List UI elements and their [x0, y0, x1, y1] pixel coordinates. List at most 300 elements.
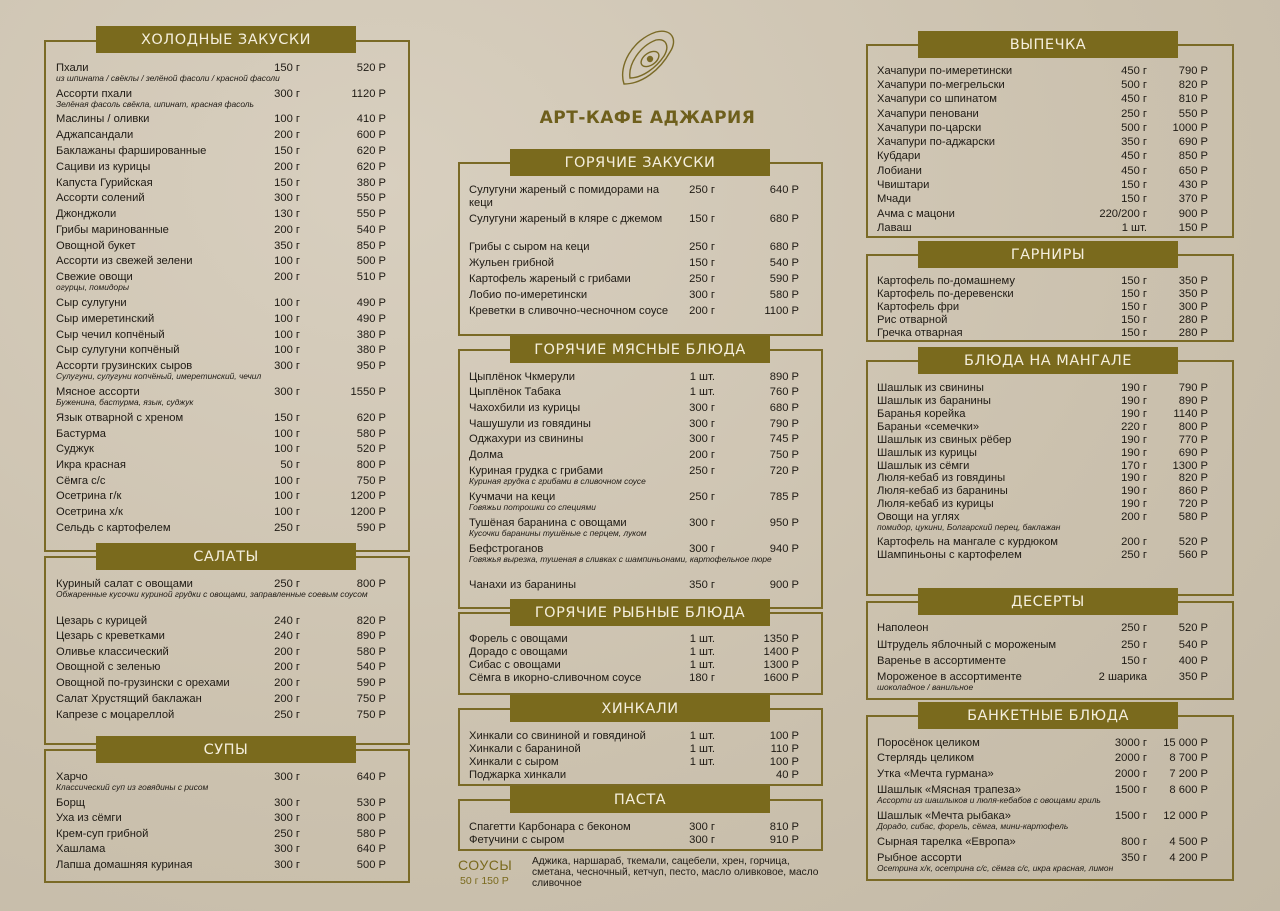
menu-item-name: Тушёная баранина с овощами [469, 517, 627, 529]
menu-item-weight: 2 шарика [1098, 671, 1147, 683]
menu-item-price: 790 Р [1178, 382, 1208, 394]
menu-item-name: Шашлык из свинины [877, 382, 984, 394]
menu-item-name: Картофель на мангале с курдюком [877, 536, 1058, 548]
menu-item-price: 1100 Р [764, 305, 799, 317]
menu-item-weight: 300 г [274, 843, 300, 855]
menu-item-name: Капуста Гурийская [56, 177, 153, 189]
menu-item-weight: 250 г [689, 465, 715, 477]
menu-item-name: Наполеон [877, 622, 929, 634]
menu-item-weight: 190 г [1121, 408, 1147, 420]
menu-item-name: Поджарка хинкали [469, 769, 567, 781]
menu-item-price: 40 Р [775, 769, 799, 781]
menu-item-weight: 100 г [274, 313, 300, 325]
menu-item-price: 300 Р [1178, 301, 1208, 313]
menu-item-price: 380 Р [356, 177, 386, 189]
menu-item-weight: 250 г [274, 709, 300, 721]
menu-item-weight: 300 г [274, 360, 300, 372]
menu-item-name: Уха из сёмги [56, 812, 122, 824]
menu-item-weight: 1500 г [1114, 810, 1147, 822]
menu-item-price: 680 Р [769, 402, 799, 414]
menu-item-price: 560 Р [1178, 549, 1208, 561]
menu-item-price: 790 Р [1178, 65, 1208, 77]
menu-item-description: Дорадо, сибас, форель, сёмга, мини-картофель [877, 821, 1069, 831]
menu-item-weight: 250 г [689, 184, 715, 196]
menu-item-weight: 1 шт. [689, 633, 715, 645]
menu-item-name: Рис отварной [877, 314, 948, 326]
menu-item-weight: 150 г [274, 62, 300, 74]
sauces-list: Аджика, наршараб, ткемали, сацебели, хрен, горчица, сметана, чесночный, кетчуп, песто, масло оливковое, масло сливочное [532, 856, 819, 889]
menu-item-weight: 100 г [274, 475, 300, 487]
menu-item-name: Цыплёнок Чкмерули [469, 371, 576, 383]
menu-item-price: 1300 Р [1172, 460, 1208, 472]
menu-item-weight: 200 г [274, 693, 300, 705]
menu-item-price: 900 Р [1178, 208, 1208, 220]
menu-item-name: Шашлык «Мечта рыбака» [877, 810, 1011, 822]
section-meat-title: ГОРЯЧИЕ МЯСНЫЕ БЛЮДА [510, 336, 770, 363]
section-fish-title: ГОРЯЧИЕ РЫБНЫЕ БЛЮДА [510, 599, 770, 626]
menu-item-price: 100 Р [769, 756, 799, 768]
menu-item-weight: 220/200 г [1099, 208, 1147, 220]
menu-item-price: 750 Р [356, 693, 386, 705]
menu-item-name: Жульен грибной [469, 257, 555, 269]
menu-item-name: Долма [469, 449, 504, 461]
menu-item-weight: 1 шт. [689, 730, 715, 742]
menu-item-weight: 150 г [1121, 193, 1147, 205]
menu-item-price: 1120 Р [351, 88, 386, 100]
menu-item-name: Хинкали с сыром [469, 756, 559, 768]
menu-item-name: Осетрина г/к [56, 490, 122, 502]
menu-item-price: 790 Р [769, 418, 799, 430]
menu-item-price: 745 Р [769, 433, 799, 445]
menu-item-price: 15 000 Р [1163, 737, 1208, 749]
menu-item-price: 600 Р [356, 129, 386, 141]
menu-item-weight: 250 г [1121, 108, 1147, 120]
menu-item-name: Ассорти солений [56, 192, 145, 204]
menu-item-name: Оджахури из свинины [469, 433, 584, 445]
menu-item-price: 640 Р [356, 771, 386, 783]
menu-item-weight: 2000 г [1114, 752, 1147, 764]
menu-item-weight: 250 г [274, 522, 300, 534]
menu-item-weight: 300 г [689, 543, 715, 555]
menu-item-price: 520 Р [356, 62, 386, 74]
menu-item-weight: 200 г [689, 449, 715, 461]
menu-item-weight: 250 г [689, 491, 715, 503]
menu-item-name: Борщ [56, 797, 85, 809]
menu-item-name: Лапша домашняя куриная [56, 859, 193, 871]
menu-item-name: Сыр сулугуни копчёный [56, 344, 180, 356]
menu-item-name: Чахохбили из курицы [469, 402, 581, 414]
menu-item-weight: 250 г [1121, 549, 1147, 561]
menu-item-weight: 190 г [1121, 395, 1147, 407]
menu-item-name: Овощной с зеленью [56, 661, 161, 673]
menu-item-price: 750 Р [356, 709, 386, 721]
menu-item-name: Язык отварной с хреном [56, 412, 184, 424]
menu-item-name: Цыплёнок Табака [469, 386, 561, 398]
menu-item-name: Хачапури по-имеретински [877, 65, 1013, 77]
menu-item-weight: 100 г [274, 113, 300, 125]
menu-item-weight: 150 г [1121, 301, 1147, 313]
menu-item-price: 1400 Р [763, 646, 799, 658]
menu-item-price: 150 Р [1178, 222, 1208, 234]
menu-item-price: 770 Р [1178, 434, 1208, 446]
menu-item-price: 490 Р [356, 313, 386, 325]
menu-item-name: Сёмга с/с [56, 475, 106, 487]
menu-item-weight: 200 г [1121, 511, 1147, 523]
menu-item-price: 1600 Р [763, 672, 799, 684]
menu-item-weight: 220 г [1121, 421, 1147, 433]
menu-item-price: 820 Р [1178, 79, 1208, 91]
menu-item-price: 280 Р [1178, 314, 1208, 326]
menu-item-name: Сациви из курицы [56, 161, 151, 173]
menu-item-name: Утка «Мечта гурмана» [877, 768, 994, 780]
menu-item-price: 590 Р [769, 273, 799, 285]
menu-item-weight: 450 г [1121, 165, 1147, 177]
menu-item-weight: 1 шт. [689, 646, 715, 658]
menu-item-price: 590 Р [356, 522, 386, 534]
menu-item-price: 430 Р [1178, 179, 1208, 191]
section-soups-title: СУПЫ [96, 736, 356, 763]
menu-item-description: Говяжьи потрошки со специями [469, 502, 596, 512]
menu-item-description: Сулугуни, сулугуни копчёный, имеретинский, чечил [56, 371, 262, 381]
menu-item-name: Хашлама [56, 843, 106, 855]
section-garnish-title: ГАРНИРЫ [918, 241, 1178, 268]
menu-item-weight: 200 г [274, 646, 300, 658]
section-khinkali-title: ХИНКАЛИ [510, 695, 770, 722]
menu-item-description: Осетрина х/к, осетрина с/с, сёмга с/с, икра красная, лимон [877, 863, 1114, 873]
menu-item-weight: 200 г [274, 129, 300, 141]
menu-item-price: 380 Р [356, 329, 386, 341]
menu-item-weight: 180 г [689, 672, 715, 684]
menu-item-price: 820 Р [356, 615, 386, 627]
menu-item-name: Люля-кебаб из говядины [877, 472, 1006, 484]
menu-item-name: Шашлык из сёмги [877, 460, 970, 472]
menu-item-price: 550 Р [1178, 108, 1208, 120]
menu-item-name: Картофель по-деревенски [877, 288, 1014, 300]
menu-item-weight: 100 г [274, 344, 300, 356]
menu-item-weight: 1 шт. [689, 743, 715, 755]
menu-item-price: 590 Р [356, 677, 386, 689]
menu-item-price: 800 Р [1178, 421, 1208, 433]
menu-item-description: Буженина, бастурма, язык, суджук [56, 397, 194, 407]
menu-item-price: 540 Р [356, 224, 386, 236]
menu-item-name: Сыр сулугуни [56, 297, 127, 309]
menu-item-name: Фетучини с сыром [469, 834, 565, 846]
cafe-title: АРТ-КАФЕ АДЖАРИЯ [539, 108, 756, 128]
menu-item-description: огурцы, помидоры [56, 282, 130, 292]
menu-item-name: Сыр имеретинский [56, 313, 155, 325]
menu-item-name: Хинкали с бараниной [469, 743, 581, 755]
menu-item-weight: 240 г [274, 630, 300, 642]
menu-item-weight: 100 г [274, 297, 300, 309]
menu-item-price: 1350 Р [763, 633, 799, 645]
menu-item-price: 810 Р [1178, 93, 1208, 105]
menu-item-weight: 250 г [689, 273, 715, 285]
menu-item-name: Чанахи из баранины [469, 579, 576, 591]
menu-item-weight: 150 г [1121, 655, 1147, 667]
menu-item-weight: 1 шт. [689, 659, 715, 671]
menu-item-name: Грибы с сыром на кеци [469, 241, 590, 253]
menu-item-name: Картофель по-домашнему [877, 275, 1015, 287]
menu-item-name: Кучмачи на кеци [469, 491, 556, 503]
menu-item-weight: 100 г [274, 255, 300, 267]
menu-item-weight: 100 г [274, 506, 300, 518]
menu-item-weight: 300 г [689, 402, 715, 414]
menu-item-name: Пхали [56, 62, 89, 74]
menu-item-price: 760 Р [769, 386, 799, 398]
menu-item-name: Ачма с мацони [877, 208, 955, 220]
menu-item-name: Мчади [877, 193, 912, 205]
menu-item-price: 8 700 Р [1169, 752, 1208, 764]
menu-item-weight: 150 г [1121, 314, 1147, 326]
menu-item-price: 620 Р [356, 412, 386, 424]
menu-item-weight: 350 г [1121, 136, 1147, 148]
menu-item-name: Форель с овощами [469, 633, 568, 645]
menu-item-name: Сулугуни жареный с помидорами на кеци [469, 184, 660, 209]
menu-item-weight: 250 г [1121, 639, 1147, 651]
section-pasta-title: ПАСТА [510, 786, 770, 813]
menu-item-name: Шашлык «Мясная трапеза» [877, 784, 1021, 796]
menu-item-weight: 150 г [1121, 275, 1147, 287]
menu-item-name: Варенье в ассортименте [877, 655, 1006, 667]
menu-item-description: Классический суп из говядины с рисом [56, 782, 209, 792]
menu-item-weight: 300 г [274, 88, 300, 100]
menu-item-price: 540 Р [356, 661, 386, 673]
menu-item-name: Хачапури по-мегрельски [877, 79, 1005, 91]
menu-item-price: 580 Р [356, 428, 386, 440]
menu-item-weight: 150 г [1121, 327, 1147, 339]
menu-item-weight: 250 г [274, 578, 300, 590]
menu-item-weight: 1500 г [1114, 784, 1147, 796]
menu-item-price: 350 Р [1178, 275, 1208, 287]
menu-item-price: 810 Р [769, 821, 799, 833]
menu-item-price: 580 Р [356, 646, 386, 658]
menu-item-name: Маслины / оливки [56, 113, 150, 125]
cafe-logo-icon [612, 26, 682, 98]
menu-item-name: Свежие овощи [56, 271, 133, 283]
menu-item-name: Лобиани [877, 165, 922, 177]
menu-item-description: помидор, цукини, Болгарский перец, баклажан [877, 522, 1061, 532]
menu-item-weight: 200 г [274, 161, 300, 173]
section-grill-title: БЛЮДА НА МАНГАЛЕ [918, 347, 1178, 374]
menu-item-weight: 2000 г [1114, 768, 1147, 780]
menu-item-name: Крем-суп грибной [56, 828, 149, 840]
menu-item-price: 550 Р [356, 208, 386, 220]
menu-item-price: 1200 Р [350, 490, 386, 502]
menu-item-name: Хачапури пеновани [877, 108, 979, 120]
menu-item-description: шоколадное / ванильное [877, 682, 974, 692]
menu-item-price: 550 Р [356, 192, 386, 204]
menu-item-price: 950 Р [356, 360, 386, 372]
menu-item-name: Чвиштари [877, 179, 930, 191]
menu-item-name: Лобио по-имеретински [469, 289, 588, 301]
menu-item-name: Хачапури по-царски [877, 122, 982, 134]
menu-item-name: Суджук [56, 443, 94, 455]
menu-item-price: 620 Р [356, 161, 386, 173]
menu-item-name: Стерлядь целиком [877, 752, 975, 764]
menu-item-price: 1200 Р [350, 506, 386, 518]
menu-item-name: Овощной букет [56, 240, 136, 252]
menu-item-price: 100 Р [769, 730, 799, 742]
menu-item-name: Люля-кебаб из курицы [877, 498, 994, 510]
menu-item-weight: 300 г [689, 433, 715, 445]
menu-item-price: 12 000 Р [1163, 810, 1208, 822]
menu-item-name: Капрезе с моцареллой [56, 709, 175, 721]
menu-item-weight: 1 шт. [689, 386, 715, 398]
menu-item-name: Шашлык из свиных рёбер [877, 434, 1012, 446]
menu-item-weight: 250 г [274, 828, 300, 840]
menu-item-price: 530 Р [356, 797, 386, 809]
menu-item-weight: 350 г [274, 240, 300, 252]
menu-item-weight: 150 г [274, 145, 300, 157]
menu-item-weight: 300 г [689, 517, 715, 529]
menu-item-name: Лаваш [877, 222, 912, 234]
menu-item-price: 8 600 Р [1169, 784, 1208, 796]
menu-item-name: Чашушули из говядины [469, 418, 591, 430]
menu-item-name: Сибас с овощами [469, 659, 561, 671]
menu-item-price: 860 Р [1178, 485, 1208, 497]
menu-item-weight: 150 г [274, 412, 300, 424]
section-banquet-title: БАНКЕТНЫЕ БЛЮДА [918, 702, 1178, 729]
menu-item-name: Поросёнок целиком [877, 737, 980, 749]
menu-item-name: Джонджоли [56, 208, 117, 220]
menu-item-name: Картофель фри [877, 301, 960, 313]
section-cold-title: ХОЛОДНЫЕ ЗАКУСКИ [96, 26, 356, 53]
menu-item-name: Сёмга в икорно-сливочном соусе [469, 672, 642, 684]
menu-item-price: 680 Р [769, 213, 799, 225]
menu-item-name: Бастурма [56, 428, 107, 440]
menu-item-price: 7 200 Р [1169, 768, 1208, 780]
menu-item-price: 380 Р [356, 344, 386, 356]
menu-item-price: 520 Р [1178, 622, 1208, 634]
menu-item-weight: 250 г [1121, 622, 1147, 634]
menu-item-price: 950 Р [769, 517, 799, 529]
menu-item-price: 1140 Р [1173, 408, 1208, 420]
menu-item-name: Ассорти грузинских сыров [56, 360, 193, 372]
menu-item-weight: 170 г [1121, 460, 1147, 472]
menu-item-name: Ассорти из свежей зелени [56, 255, 193, 267]
menu-item-price: 785 Р [769, 491, 799, 503]
menu-item-name: Шашлык из курицы [877, 447, 977, 459]
menu-item-price: 850 Р [1178, 150, 1208, 162]
menu-item-weight: 200 г [274, 271, 300, 283]
menu-item-name: Кубдари [877, 150, 921, 162]
menu-item-description: Куриная грудка с грибами в сливочном соусе [469, 476, 646, 486]
menu-item-name: Люля-кебаб из баранины [877, 485, 1008, 497]
menu-item-name: Шампиньоны с картофелем [877, 549, 1022, 561]
menu-item-price: 620 Р [356, 145, 386, 157]
menu-item-price: 110 Р [770, 743, 799, 755]
menu-item-price: 890 Р [769, 371, 799, 383]
menu-item-weight: 240 г [274, 615, 300, 627]
menu-item-description: Кусочки баранины тушёные с перцем, луком [469, 528, 647, 538]
menu-item-price: 4 500 Р [1169, 836, 1208, 848]
menu-item-weight: 100 г [274, 329, 300, 341]
menu-item-weight: 800 г [1121, 836, 1147, 848]
menu-item-weight: 250 г [689, 241, 715, 253]
menu-item-weight: 1 шт. [1121, 222, 1147, 234]
menu-item-name: Цезарь с курицей [56, 615, 148, 627]
menu-item-price: 580 Р [769, 289, 799, 301]
menu-item-weight: 100 г [274, 428, 300, 440]
menu-item-weight: 190 г [1121, 447, 1147, 459]
menu-item-weight: 190 г [1121, 498, 1147, 510]
menu-item-name: Аджапсандали [56, 129, 134, 141]
section-salads-title: САЛАТЫ [96, 543, 356, 570]
menu-item-price: 800 Р [356, 812, 386, 824]
menu-item-name: Хинкали со свининой и говядиной [469, 730, 646, 742]
menu-item-name: Овощи на углях [877, 511, 960, 523]
menu-item-weight: 1 шт. [689, 756, 715, 768]
menu-item-weight: 1 шт. [689, 371, 715, 383]
menu-item-name: Креветки в сливочно-чесночном соусе [469, 305, 669, 317]
menu-item-name: Куриная грудка с грибами [469, 465, 603, 477]
menu-item-name: Дорадо с овощами [469, 646, 568, 658]
menu-item-name: Цезарь с креветками [56, 630, 165, 642]
menu-item-weight: 150 г [689, 257, 715, 269]
menu-item-weight: 350 г [1121, 852, 1147, 864]
menu-item-description: Зелёная фасоль свёкла, шпинат, красная фасоль [56, 99, 254, 109]
menu-item-weight: 190 г [1121, 485, 1147, 497]
menu-item-price: 800 Р [356, 578, 386, 590]
menu-item-price: 940 Р [769, 543, 799, 555]
menu-item-name: Бефстроганов [469, 543, 544, 555]
menu-item-weight: 200 г [689, 305, 715, 317]
menu-item-name: Сыр чечил копчёный [56, 329, 165, 341]
menu-item-weight: 200 г [1121, 536, 1147, 548]
menu-item-weight: 100 г [274, 490, 300, 502]
menu-item-description: Говяжья вырезка, тушеная в сливках с шампиньонами, картофельное пюре [469, 554, 772, 564]
menu-item-price: 1550 Р [350, 386, 386, 398]
menu-item-price: 680 Р [769, 241, 799, 253]
menu-item-name: Баклажаны фаршированные [56, 145, 207, 157]
menu-item-name: Икра красная [56, 459, 126, 471]
menu-item-weight: 100 г [274, 443, 300, 455]
menu-item-weight: 300 г [689, 834, 715, 846]
menu-item-price: 890 Р [1178, 395, 1208, 407]
menu-item-price: 580 Р [356, 828, 386, 840]
sauces-label: СОУСЫ [458, 857, 513, 873]
menu-item-price: 280 Р [1178, 327, 1208, 339]
section-desserts-title: ДЕСЕРТЫ [918, 588, 1178, 615]
menu-item-price: 350 Р [1178, 288, 1208, 300]
menu-item-weight: 300 г [689, 289, 715, 301]
menu-item-price: 520 Р [1178, 536, 1208, 548]
menu-item-weight: 200 г [274, 677, 300, 689]
menu-item-weight: 190 г [1121, 472, 1147, 484]
menu-item-weight: 500 г [1121, 122, 1147, 134]
menu-item-name: Салат Хрустящий баклажан [56, 693, 202, 705]
menu-item-weight: 350 г [689, 579, 715, 591]
menu-item-weight: 50 г [280, 459, 300, 471]
menu-item-description: Ассорти из шашлыков и люля-кебабов с овощами гриль [877, 795, 1101, 805]
menu-item-weight: 190 г [1121, 382, 1147, 394]
menu-item-name: Харчо [56, 771, 88, 783]
menu-item-name: Овощной по-грузински с орехами [56, 677, 230, 689]
menu-item-weight: 150 г [689, 213, 715, 225]
menu-item-name: Хачапури по-аджарски [877, 136, 996, 148]
menu-item-weight: 300 г [274, 812, 300, 824]
menu-item-price: 690 Р [1178, 447, 1208, 459]
menu-item-name: Шашлык из баранины [877, 395, 991, 407]
menu-item-name: Рыбное ассорти [877, 852, 962, 864]
menu-item-name: Мясное ассорти [56, 386, 140, 398]
menu-item-name: Гречка отварная [877, 327, 963, 339]
menu-item-name: Баранья корейка [877, 408, 966, 420]
menu-item-price: 720 Р [1178, 498, 1208, 510]
menu-item-price: 350 Р [1178, 671, 1208, 683]
menu-item-weight: 150 г [1121, 288, 1147, 300]
menu-item-price: 540 Р [1178, 639, 1208, 651]
